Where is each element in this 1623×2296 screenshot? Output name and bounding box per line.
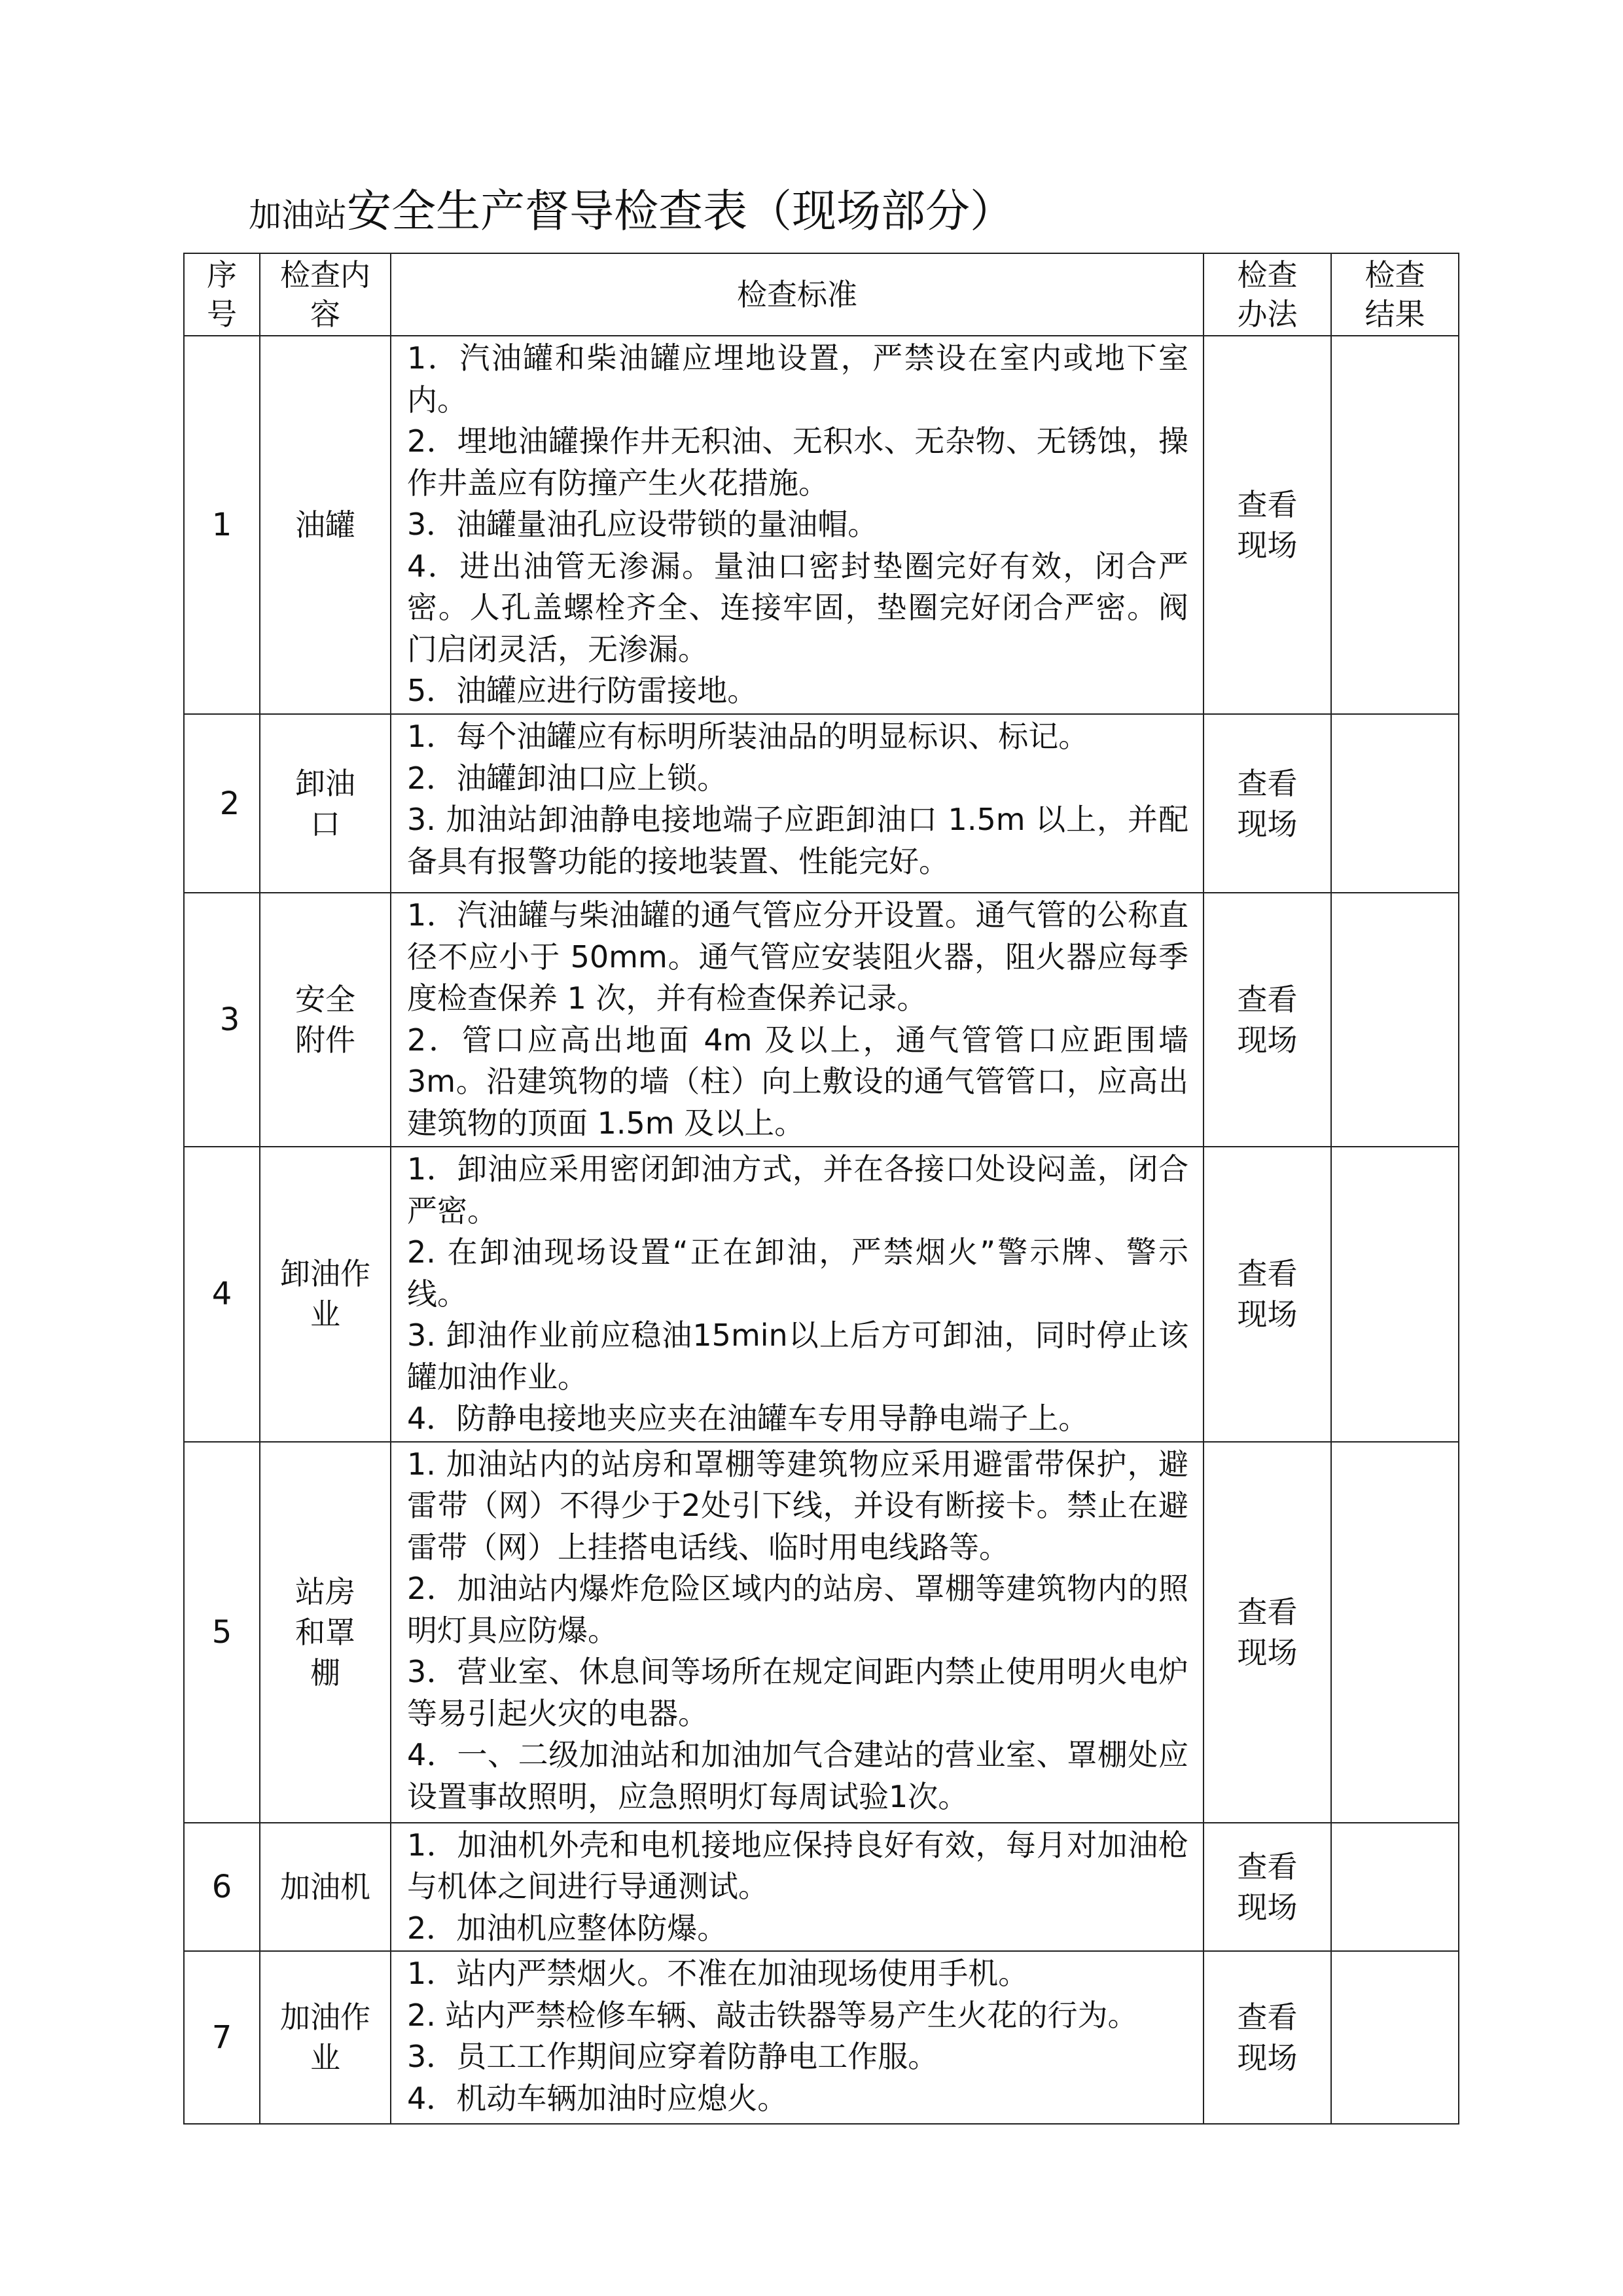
table-row xyxy=(184,336,1459,714)
row-check-item: 加油机 xyxy=(260,1823,391,1952)
row-standards xyxy=(391,1442,1204,1823)
title-main: 安全生产督导检查表（现场部分） xyxy=(347,186,1015,238)
row-number: 7 xyxy=(184,1951,260,2124)
row-number: 1 xyxy=(184,336,260,714)
row-method: 查看现场 xyxy=(1204,1823,1331,1952)
row-standards xyxy=(391,1823,1204,1952)
row-standards xyxy=(391,714,1204,893)
row-method: 查看现场 xyxy=(1204,893,1331,1147)
row-number: 3 xyxy=(184,893,260,1147)
standard-item: 2. 站内严禁检修车辆、敲击铁器等易产生火花的行为。 xyxy=(407,1997,1138,2033)
row-method: 查看现场 xyxy=(1204,714,1331,893)
standard-item: 2. 在卸油现场设置“正在卸油，严禁烟火”警示牌、警示线。 xyxy=(407,1234,1188,1312)
standard-item: 1．加油机外壳和电机接地应保持良好有效，每月对加油枪与机体之间进行导通测试。 xyxy=(407,1827,1188,1904)
row-number: 4 xyxy=(184,1147,260,1442)
standard-item: 3. 加油站卸油静电接地端子应距卸油口 1.5m 以上，并配备具有报警功能的接地装置、性能完好。 xyxy=(407,802,1188,879)
row-standards xyxy=(391,893,1204,1147)
row-result[interactable] xyxy=(1331,893,1459,1147)
row-result[interactable] xyxy=(1331,1442,1459,1823)
header-method: 检查办法 xyxy=(1204,253,1331,336)
header-result: 检查结果 xyxy=(1331,253,1459,336)
page-title xyxy=(249,186,1015,238)
standard-item: 1．每个油罐应有标明所装油品的明显标识、标记。 xyxy=(407,719,1089,754)
row-check-item: 卸油口 xyxy=(260,714,391,893)
row-method: 查看现场 xyxy=(1204,1951,1331,2124)
standard-item: 4．机动车辆加油时应熄火。 xyxy=(407,2080,788,2116)
row-method: 查看现场 xyxy=(1204,1147,1331,1442)
standard-item: 2．埋地油罐操作井无积油、无积水、无杂物、无锈蚀，操作井盖应有防撞产生火花措施。 xyxy=(407,423,1188,501)
standard-item: 5．油罐应进行防雷接地。 xyxy=(407,673,758,708)
standard-item: 3．营业室、休息间等场所在规定间距内禁止使用明火电炉等易引起火灾的电器。 xyxy=(407,1654,1188,1731)
row-result[interactable] xyxy=(1331,336,1459,714)
row-standards xyxy=(391,336,1204,714)
standard-item: 3. 卸油作业前应稳油15min以上后方可卸油，同时停止该罐加油作业。 xyxy=(407,1318,1188,1395)
standard-item: 4．防静电接地夹应夹在油罐车专用导静电端子上。 xyxy=(407,1401,1089,1436)
header-no: 序号 xyxy=(184,253,260,336)
title-prefix: 加油站 xyxy=(249,196,347,234)
standard-item: 1. 加油站内的站房和罩棚等建筑物应采用避雷带保护，避雷带（网）不得少于2处引下线，并设有断接卡。禁止在避雷带（网）上挂搭电话线、临时用电线路等。 xyxy=(407,1446,1188,1565)
standard-item: 1．汽油罐与柴油罐的通气管应分开设置。通气管的公称直径不应小于 50mm。通气管应安装阻火器，阻火器应每季度检查保养 1 次，并有检查保养记录。 xyxy=(407,897,1188,1016)
row-check-item: 油罐 xyxy=(260,336,391,714)
row-check-item: 加油作业 xyxy=(260,1951,391,2124)
standard-item: 2．加油机应整体防爆。 xyxy=(407,1910,728,1946)
standard-item: 1．汽油罐和柴油罐应埋地设置，严禁设在室内或地下室内。 xyxy=(407,340,1188,418)
row-check-item: 卸油作业 xyxy=(260,1147,391,1442)
row-method: 查看现场 xyxy=(1204,1442,1331,1823)
row-number: 2 xyxy=(184,714,260,893)
row-check-item: 安全附件 xyxy=(260,893,391,1147)
header-standard: 检查标准 xyxy=(391,253,1204,336)
standard-item: 2．管口应高出地面 4m 及以上，通气管管口应距围墙 3m。沿建筑物的墙（柱）向上敷设的通气管管口，应高出建筑物的顶面 1.5m 及以上。 xyxy=(407,1022,1188,1141)
row-number: 6 xyxy=(184,1823,260,1952)
standard-item: 2．加油站内爆炸危险区域内的站房、罩棚等建筑物内的照明灯具应防爆。 xyxy=(407,1571,1188,1648)
row-result[interactable] xyxy=(1331,1147,1459,1442)
inspection-table xyxy=(183,253,1459,2125)
standard-item: 2．油罐卸油口应上锁。 xyxy=(407,760,728,796)
table-header-row xyxy=(184,253,1459,336)
row-number: 5 xyxy=(184,1442,260,1823)
row-standards xyxy=(391,1147,1204,1442)
row-result[interactable] xyxy=(1331,714,1459,893)
row-check-item: 站房和罩棚 xyxy=(260,1442,391,1823)
table-row xyxy=(184,1442,1459,1823)
standard-item: 3．员工工作期间应穿着防静电工作服。 xyxy=(407,2039,938,2074)
header-item: 检查内容 xyxy=(260,253,391,336)
row-result[interactable] xyxy=(1331,1823,1459,1952)
table-row xyxy=(184,893,1459,1147)
row-method: 查看现场 xyxy=(1204,336,1331,714)
table-row xyxy=(184,1951,1459,2124)
table-row xyxy=(184,1823,1459,1952)
row-result[interactable] xyxy=(1331,1951,1459,2124)
table-row xyxy=(184,1147,1459,1442)
table-row xyxy=(184,714,1459,893)
standard-item: 3．油罐量油孔应设带锁的量油帽。 xyxy=(407,507,878,542)
standard-item: 1．卸油应采用密闭卸油方式，并在各接口处设闷盖，闭合严密。 xyxy=(407,1151,1188,1229)
standard-item: 4．一、二级加油站和加油加气合建站的营业室、罩棚处应设置事故照明，应急照明灯每周试验1次。 xyxy=(407,1737,1188,1814)
row-standards xyxy=(391,1951,1204,2124)
standard-item: 1．站内严禁烟火。不准在加油现场使用手机。 xyxy=(407,1956,1029,1991)
standard-item: 4．进出油管无渗漏。量油口密封垫圈完好有效，闭合严密。人孔盖螺栓齐全、连接牢固，垫圈完好闭合严密。阀门启闭灵活，无渗漏。 xyxy=(407,548,1188,667)
